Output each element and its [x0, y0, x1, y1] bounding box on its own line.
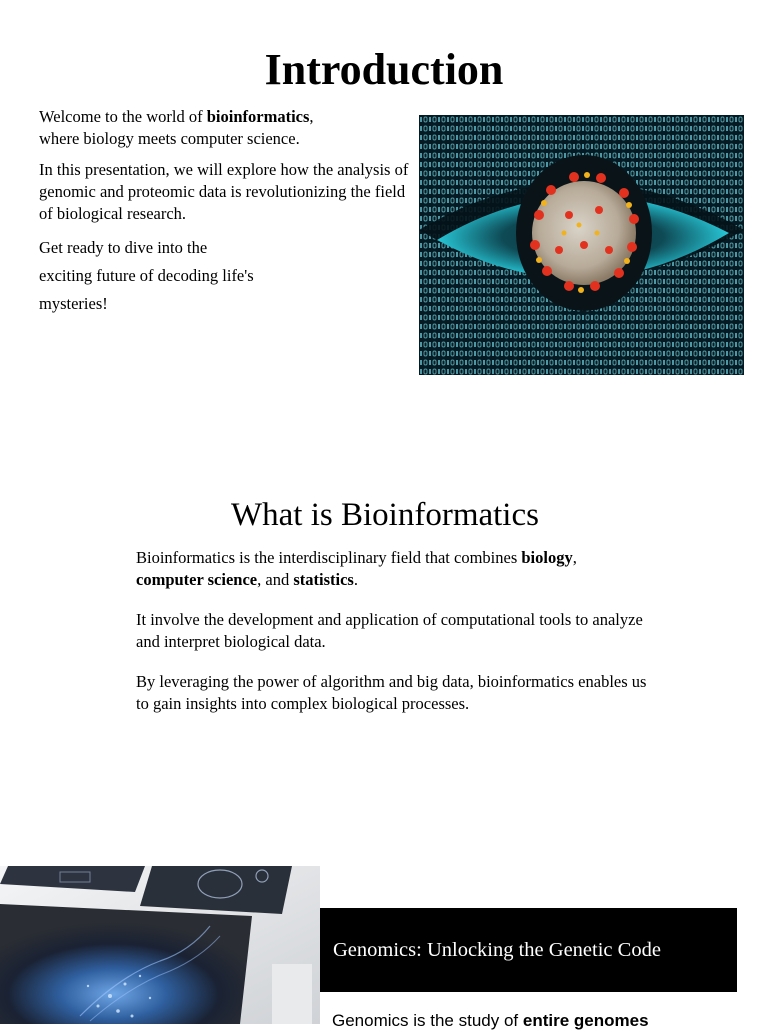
slide-body	[39, 106, 409, 318]
virus-eye-binary-icon	[419, 115, 744, 375]
text-span: Bioinformatics is the interdisciplinary field that combines	[136, 548, 522, 567]
paragraph-leveraging: By leveraging the power of algorithm and big data, bioinformatics enables us to gain insights into complex biological processes.	[136, 672, 647, 713]
bold-term: bioinformatics	[206, 107, 310, 126]
bold-term: biology	[521, 548, 573, 567]
text-span: where biology meets computer science.	[39, 129, 300, 148]
slide-what-is-bioinformatics	[0, 480, 768, 780]
text-span: , and	[257, 570, 294, 589]
paragraph-presentation: In this presentation, we will explore how the analysis of genomic and proteomic data is revolutionizing the field of biological research.	[39, 160, 409, 223]
text-span: ,	[572, 548, 577, 567]
slide-introduction	[0, 0, 768, 400]
slide-title: What is Bioinformatics	[231, 497, 539, 533]
slide-body	[332, 1010, 752, 1032]
genomics-title-box	[320, 908, 737, 992]
text-span: .	[353, 570, 358, 589]
slide-body	[136, 547, 656, 733]
paragraph-get-ready	[39, 234, 409, 318]
text-span: ,	[309, 107, 314, 126]
slide-title: Introduction	[264, 45, 504, 94]
bold-term: computer science	[136, 570, 258, 589]
slide-title: Genomics: Unlocking the Genetic Code	[333, 939, 661, 961]
paragraph-development: It involve the development and application of computational tools to analyze and interpret biological data.	[136, 610, 643, 651]
text-span: Genomics is the study of	[332, 1011, 523, 1030]
bold-term: entire genomes	[522, 1011, 649, 1030]
bold-term: statistics	[293, 570, 354, 589]
paragraph-definition	[136, 547, 656, 591]
text-span: Welcome to the world of	[39, 107, 207, 126]
text-line: mysteries!	[39, 294, 108, 313]
paragraph-welcome	[39, 106, 409, 150]
slide-genomics	[0, 866, 768, 1030]
lab-dna-screen-icon	[0, 866, 320, 1024]
text-line: exciting future of decoding life's	[39, 266, 254, 285]
text-line: Get ready to dive into the	[39, 238, 208, 257]
